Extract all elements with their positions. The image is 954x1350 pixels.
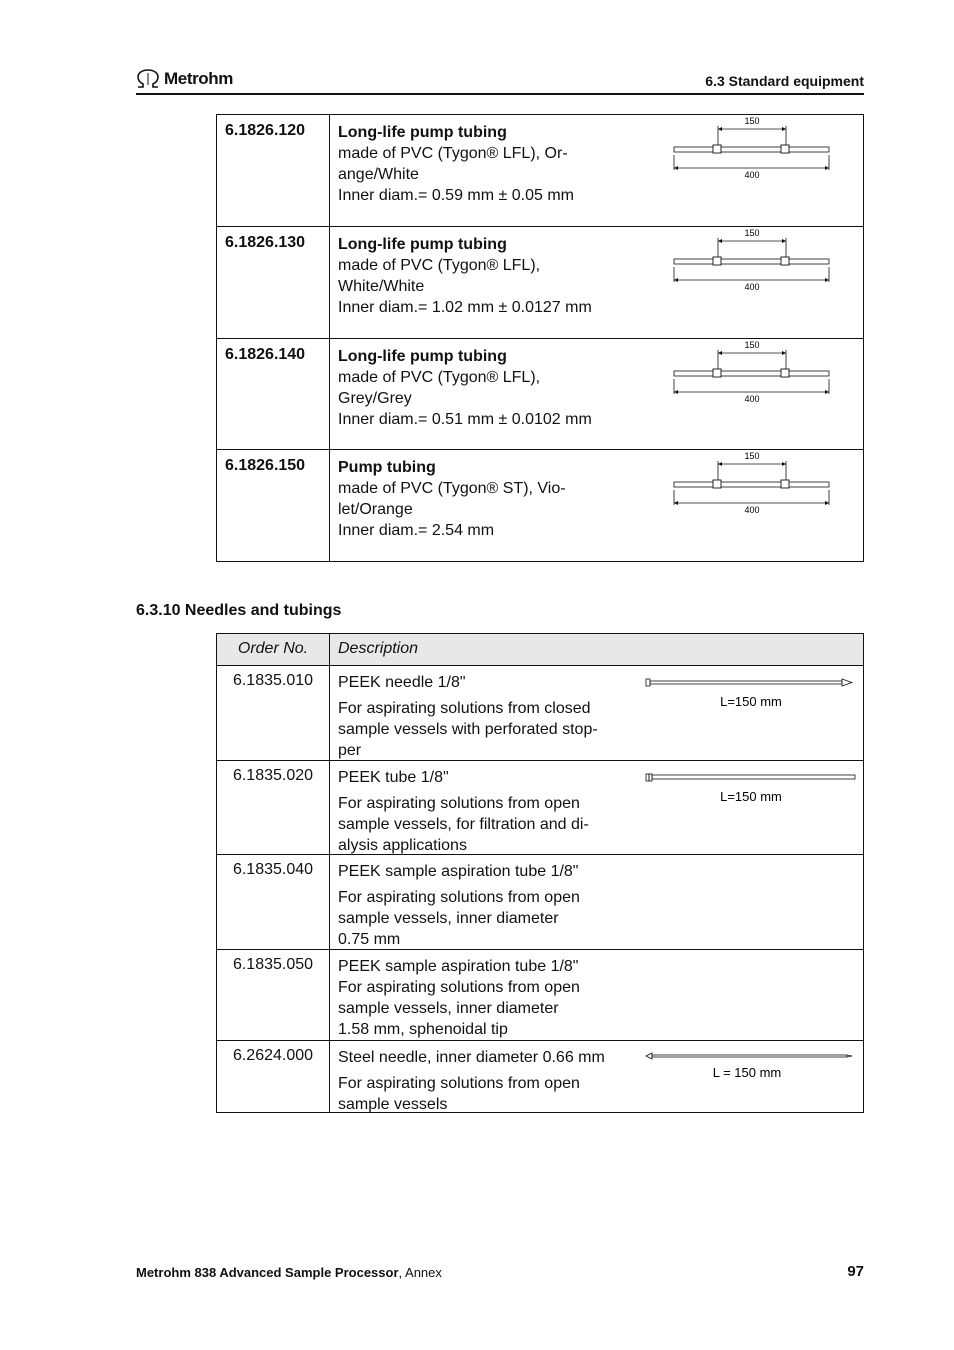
description-line: sample vessels with perforated stop- [338, 721, 598, 738]
item-title: PEEK needle 1/8" [338, 674, 466, 691]
description-line: White/White [338, 278, 425, 295]
description-line: let/Orange [338, 501, 413, 518]
table-row [217, 338, 863, 450]
order-number: 6.1835.010 [232, 672, 314, 689]
item-title: Long-life pump tubing [338, 236, 507, 253]
order-number: 6.1826.120 [225, 122, 306, 139]
footer-product-name: Metrohm 838 Advanced Sample Processor [136, 1265, 399, 1280]
dimension-label: 150 [744, 451, 760, 461]
tubing-diagram [672, 115, 832, 185]
order-number: 6.1835.050 [232, 956, 314, 973]
description-line: sample vessels, inner diameter [338, 910, 559, 927]
order-number: 6.1826.130 [225, 234, 306, 251]
inner-diameter: Inner diam.= 0.59 mm ± 0.05 mm [338, 187, 574, 204]
needles-tubings-table [216, 633, 864, 1113]
table-row [217, 115, 863, 226]
dimension-label: 150 [744, 228, 760, 238]
description-line: 0.75 mm [338, 931, 401, 948]
description-line: For aspirating solutions from open [338, 795, 580, 812]
order-number: 6.1835.020 [232, 767, 314, 784]
column-header-description: Description [338, 640, 419, 657]
description [338, 1047, 628, 1115]
description [338, 457, 608, 541]
length-label: L=150 mm [720, 789, 782, 804]
column-divider [329, 450, 330, 561]
description-line: made of PVC (Tygon® ST), Vio- [338, 480, 566, 497]
description-line: sample vessels, inner diameter [338, 1000, 559, 1017]
order-number: 6.1826.150 [225, 457, 306, 474]
inner-diameter: Inner diam.= 2.54 mm [338, 522, 495, 539]
description [338, 346, 608, 430]
table-row [217, 449, 863, 561]
column-divider [329, 339, 330, 450]
description-line: ange/White [338, 166, 419, 183]
table-row [217, 760, 863, 855]
footer-suffix: , Annex [398, 1265, 442, 1280]
description-line: sample vessels [338, 1096, 448, 1113]
brand-name: Metrohm [164, 69, 233, 88]
header-section-title: 6.3 Standard equipment [705, 73, 864, 89]
description [338, 122, 608, 206]
description-line: sample vessels, for filtration and di- [338, 816, 589, 833]
description-line: made of PVC (Tygon® LFL), [338, 257, 541, 274]
metrohm-logo [136, 68, 233, 90]
pump-tubing-table [216, 114, 864, 562]
item-title: Long-life pump tubing [338, 124, 507, 141]
description [338, 767, 628, 856]
description-line: Grey/Grey [338, 390, 412, 407]
dimension-label: 400 [744, 170, 760, 180]
description [338, 234, 608, 318]
length-label: L = 150 mm [712, 1065, 782, 1080]
description-line: 1.58 mm, sphenoidal tip [338, 1021, 508, 1038]
header-divider [136, 93, 864, 95]
item-title: PEEK tube 1/8" [338, 769, 449, 786]
table-row [217, 226, 863, 338]
inner-diameter: Inner diam.= 1.02 mm ± 0.0127 mm [338, 299, 592, 316]
order-number: 6.1826.140 [225, 346, 306, 363]
column-divider [329, 227, 330, 338]
dimension-label: 400 [744, 505, 760, 515]
description-line: For aspirating solutions from open [338, 1075, 580, 1092]
peek-needle-diagram [642, 672, 858, 712]
order-number: 6.2624.000 [232, 1047, 314, 1064]
description-line: For aspirating solutions from open [338, 889, 580, 906]
description-line: made of PVC (Tygon® LFL), [338, 369, 541, 386]
table-row [217, 1040, 863, 1113]
steel-needle-diagram [642, 1047, 858, 1087]
item-title: PEEK sample aspiration tube 1/8" [338, 863, 579, 880]
table-row [217, 854, 863, 950]
dimension-label: 400 [744, 394, 760, 404]
description-line: made of PVC (Tygon® LFL), Or- [338, 145, 568, 162]
page-number: 97 [847, 1263, 864, 1280]
item-title: Steel needle, inner diameter 0.66 mm [338, 1049, 605, 1066]
description-line: per [338, 742, 362, 759]
inner-diameter: Inner diam.= 0.51 mm ± 0.0102 mm [338, 411, 592, 428]
length-label: L=150 mm [720, 694, 782, 709]
description [338, 956, 628, 1040]
tubing-diagram [672, 227, 832, 297]
order-number: 6.1835.040 [232, 861, 314, 878]
dimension-label: 150 [744, 340, 760, 350]
description [338, 861, 628, 950]
dimension-label: 150 [744, 116, 760, 126]
table-row [217, 949, 863, 1041]
item-title: PEEK sample aspiration tube 1/8" [338, 958, 579, 975]
omega-logo-icon [136, 69, 160, 89]
item-title: Pump tubing [338, 459, 436, 476]
description-line: alysis applications [338, 837, 467, 854]
table-row [217, 666, 863, 760]
table-header [217, 634, 863, 666]
tubing-diagram [672, 450, 832, 520]
description [338, 672, 628, 761]
description-line: For aspirating solutions from closed [338, 700, 591, 717]
peek-tube-diagram [642, 767, 858, 807]
column-header-order: Order No. [237, 640, 309, 657]
footer-product [136, 1265, 442, 1280]
dimension-label: 400 [744, 282, 760, 292]
item-title: Long-life pump tubing [338, 348, 507, 365]
tubing-diagram [672, 339, 832, 409]
description-line: For aspirating solutions from open [338, 979, 580, 996]
column-divider [329, 115, 330, 226]
section-heading: 6.3.10 Needles and tubings [136, 602, 342, 619]
